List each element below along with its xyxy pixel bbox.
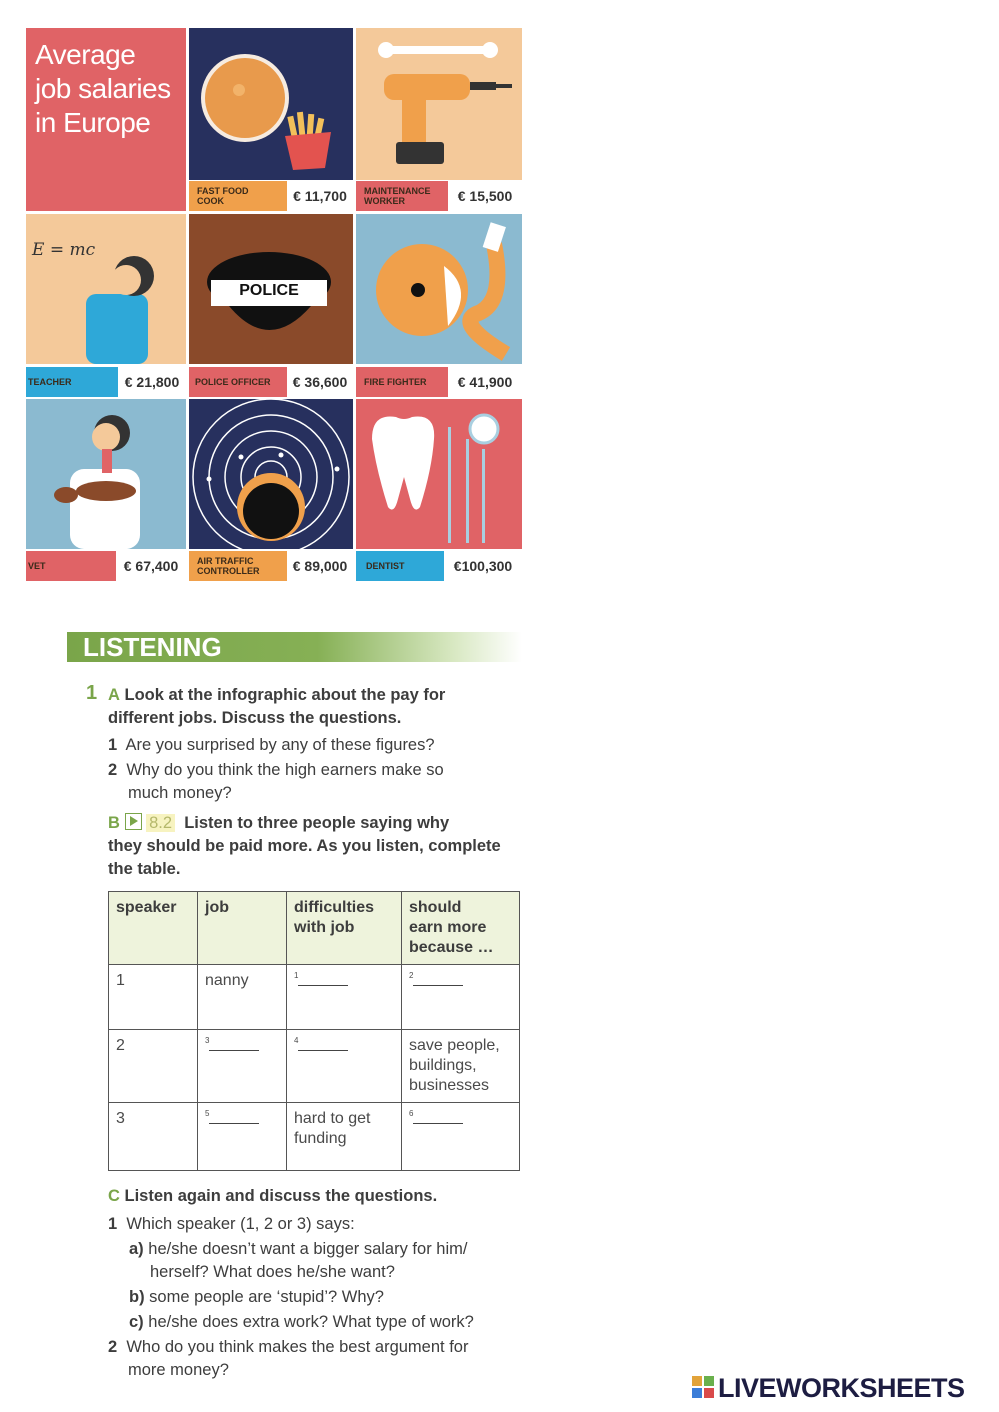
teacher-icon (26, 214, 186, 364)
play-audio-icon[interactable] (125, 813, 142, 830)
burger-fries-illustration (189, 28, 353, 180)
caption-police-officer: POLICE OFFICER € 36,600 (189, 367, 353, 397)
answer-blank-5[interactable]: 5 (198, 1103, 287, 1171)
part-b-instruction: B 8.2 Listen to three people saying why they should be paid more. As you listen, complete the table. (108, 814, 501, 878)
part-a-question-1: 1 Are you surprised by any of these figures? (108, 736, 435, 754)
answer-blank-6[interactable]: 6 (402, 1103, 520, 1171)
drill-wrench-illustration (356, 28, 522, 180)
salary-vet: € 67,400 (116, 551, 186, 581)
caption-teacher: TEACHER € 21,800 (26, 367, 186, 397)
air-traffic-illustration (189, 399, 353, 549)
section-title: LISTENING (83, 632, 222, 662)
teacher-illustration (26, 214, 186, 364)
part-c-instruction: C Listen again and discuss the questions. (108, 1187, 438, 1205)
part-c-sub-a: a) he/she doesn’t want a bigger salary for him/ herself? What does he/she want? (129, 1240, 468, 1281)
header-speaker: speaker (109, 892, 198, 965)
part-c-sub-c: c) he/she does extra work? What type of work? (129, 1313, 474, 1331)
caption-maintenance-worker: MAINTENANCE WORKER € 15,500 (356, 181, 522, 211)
caption-fire-fighter: FIRE FIGHTER € 41,900 (356, 367, 522, 397)
salary-fast-food-cook: € 11,700 (287, 181, 353, 211)
firefighter-illustration (356, 214, 522, 364)
part-a-question-2: 2 Why do you think the high earners make so much money? (108, 761, 444, 802)
part-c-question-1: 1 Which speaker (1, 2 or 3) says: (108, 1215, 355, 1233)
table-header-row (109, 892, 520, 965)
header-should-earn-more: should earn more because … (402, 892, 520, 965)
answer-blank-2[interactable]: 2 (402, 965, 520, 1030)
dentist-illustration (356, 399, 522, 549)
listening-table (108, 891, 520, 1171)
table-row: 1 nanny $^1$ $^2$ (109, 965, 520, 1030)
answer-blank-1[interactable]: 1 (287, 965, 402, 1030)
section-banner (67, 632, 522, 662)
drill-icon (356, 28, 522, 180)
burger-icon (189, 28, 353, 180)
table-row: 2 $^3$ $^4$ save people, buildings, businesses (109, 1030, 520, 1103)
infographic-title-text: Average job salaries in Europe (35, 39, 171, 138)
part-c-question-2: 2 Who do you think makes the best argument for more money? (108, 1338, 469, 1379)
part-c-sub-b: b) some people are ‘stupid’? Why? (129, 1288, 384, 1306)
exercise-number: 1 (86, 682, 98, 704)
equation-text: E = mc (32, 240, 96, 260)
answer-blank-3[interactable]: 3 (198, 1030, 287, 1103)
infographic-title (26, 28, 186, 211)
salary-teacher: € 21,800 (118, 367, 186, 397)
tooth-icon (356, 399, 522, 549)
salary-maintenance-worker: € 15,500 (448, 181, 522, 211)
header-difficulties: difficulties with job (287, 892, 402, 965)
police-cap-illustration (189, 214, 353, 364)
answer-blank-4[interactable]: 4 (287, 1030, 402, 1103)
vet-illustration (26, 399, 186, 549)
police-label: POLICE (239, 282, 299, 299)
audio-track[interactable]: 8.2 (146, 814, 175, 832)
salary-dentist: €100,300 (444, 551, 522, 581)
part-a-instruction: A Look at the infographic about the pay for different jobs. Discuss the questions. (108, 686, 446, 727)
caption-fast-food-cook: FAST FOOD COOK € 11,700 (189, 181, 353, 211)
caption-vet: VET € 67,400 (26, 551, 186, 581)
logo-icon (692, 1376, 714, 1400)
salary-air-traffic-controller: € 89,000 (287, 551, 353, 581)
radar-icon (189, 399, 353, 549)
helmet-hose-icon (356, 214, 522, 364)
logo-text: LIVEWORKSHEETS (718, 1373, 965, 1403)
salary-police-officer: € 36,600 (287, 367, 353, 397)
table-row: 3 $^5$ hard to get funding $^6$ (109, 1103, 520, 1171)
salary-fire-fighter: € 41,900 (448, 367, 522, 397)
header-job: job (198, 892, 287, 965)
vet-icon (26, 399, 186, 549)
caption-dentist: DENTIST €100,300 (356, 551, 522, 581)
caption-air-traffic-controller: AIR TRAFFIC CONTROLLER € 89,000 (189, 551, 353, 581)
